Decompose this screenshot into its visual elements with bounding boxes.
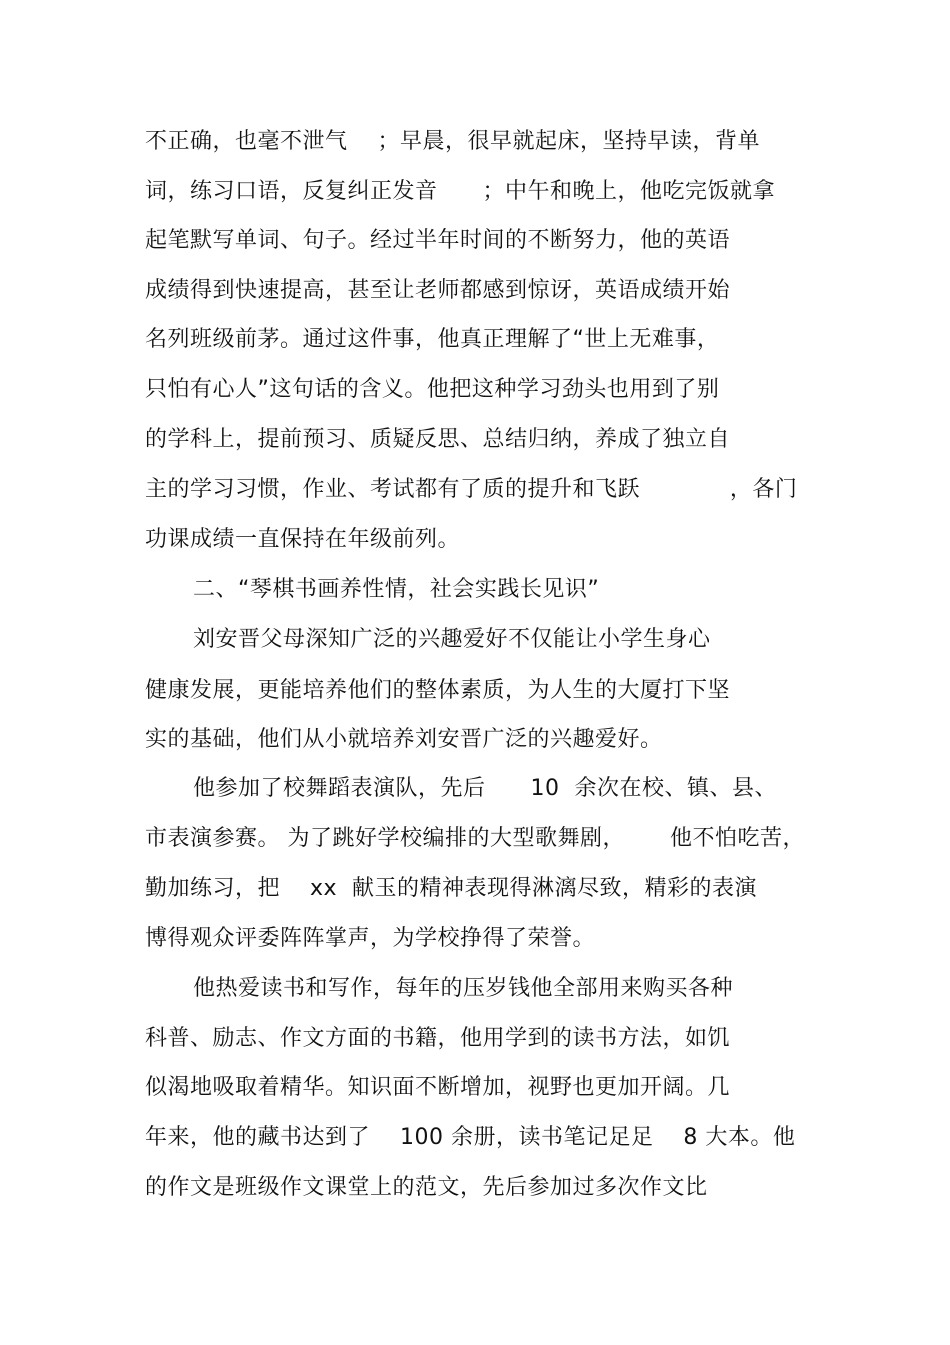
text-line: 他热爱读书和写作，每年的压岁钱他全部用来购买各种 [193, 976, 734, 1001]
text-line: 不正确，也毫不泄气 ；早晨，很早就起床，坚持早读，背单 [145, 129, 760, 154]
text-line: 博得观众评委阵阵掌声，为学校挣得了荣誉。 [145, 926, 596, 951]
text-line: 健康发展，更能培养他们的整体素质，为人生的大厦打下坚 [145, 678, 731, 703]
text-line: 起笔默写单词、句子。经过半年时间的不断努力，他的英语 [145, 228, 731, 253]
text-line: 词，练习口语，反复纠正发音 ；中午和晚上，他吃完饭就拿 [145, 179, 775, 204]
text-line: 刘安晋父母深知广泛的兴趣爱好不仅能让小学生身心 [193, 627, 711, 652]
text-line: 功课成绩一直保持在年级前列。 [145, 527, 461, 552]
text-line: 勤加练习，把 xx 献玉的精神表现得淋漓尽致，精彩的表演 [145, 876, 757, 901]
text-line: 科普、励志、作文方面的书籍，他用学到的读书方法，如饥 [145, 1026, 731, 1051]
text-line: 似渴地吸取着精华。知识面不断增加，视野也更加开阔。几 [145, 1075, 731, 1100]
text-line: 的学科上，提前预习、质疑反思、总结归纳，养成了独立自 [145, 427, 731, 452]
section-heading: 二、“琴棋书画养性情，社会实践长见识” [193, 577, 600, 602]
text-line: 年来，他的藏书达到了 100 余册，读书笔记足足 8 大本。他 [145, 1125, 796, 1150]
text-line: 只怕有心人”这句话的含义。他把这种学习劲头也用到了别 [145, 377, 720, 402]
text-line: 市表演参赛。 为了跳好学校编排的大型歌舞剧， 他不怕吃苦， [145, 826, 805, 851]
text-line: 的作文是班级作文课堂上的范文，先后参加过多次作文比 [145, 1175, 708, 1200]
text-line: 主的学习习惯，作业、考试都有了质的提升和飞跃 ，各门 [145, 477, 798, 502]
text-line: 他参加了校舞蹈表演队，先后 10 余次在校、镇、县、 [193, 776, 777, 801]
text-line: 名列班级前茅。通过这件事，他真正理解了“世上无难事， [145, 327, 720, 352]
text-line: 实的基础，他们从小就培养刘安晋广泛的兴趣爱好。 [145, 727, 663, 752]
text-line: 成绩得到快速提高，甚至让老师都感到惊讶，英语成绩开始 [145, 278, 731, 303]
